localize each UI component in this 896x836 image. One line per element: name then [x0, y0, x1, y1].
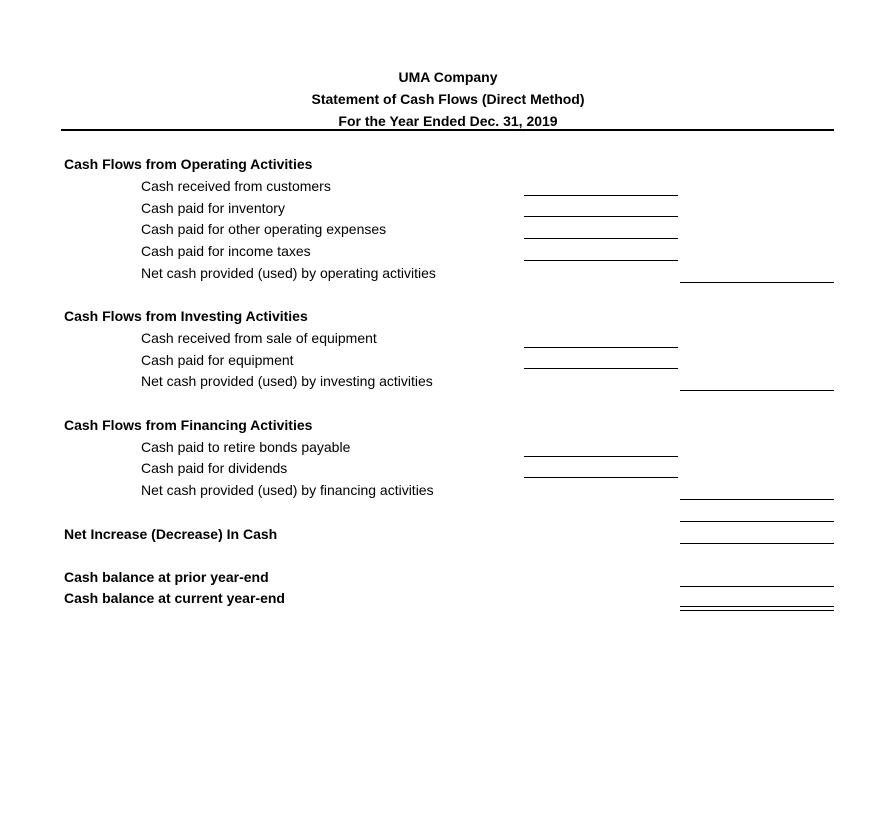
investing-item-label: Cash paid for equipment	[141, 352, 294, 368]
investing-net-label: Net cash provided (used) by investing activities	[141, 373, 433, 389]
financing-item-label: Cash paid for dividends	[141, 460, 288, 476]
operating-amount-blank[interactable]	[524, 216, 678, 217]
investing-section-title: Cash Flows from Investing Activities	[64, 308, 308, 324]
investing-amount-blank[interactable]	[524, 368, 678, 369]
current-balance-label: Cash balance at current year-end	[64, 590, 285, 606]
net-change-blank[interactable]	[680, 543, 834, 544]
net-change-label: Net Increase (Decrease) In Cash	[64, 526, 278, 542]
operating-amount-blank[interactable]	[524, 260, 678, 261]
operating-net-blank[interactable]	[680, 282, 834, 283]
operating-amount-blank[interactable]	[524, 238, 678, 239]
financing-amount-blank[interactable]	[524, 456, 678, 457]
prior-balance-blank[interactable]	[680, 586, 834, 587]
operating-section-title: Cash Flows from Operating Activities	[64, 156, 313, 172]
operating-amount-blank[interactable]	[524, 195, 678, 196]
financing-amount-blank[interactable]	[524, 477, 678, 478]
prior-balance-label: Cash balance at prior year-end	[64, 569, 269, 585]
net-change-upper-rule	[680, 521, 834, 522]
header-rule	[61, 129, 834, 131]
operating-net-label: Net cash provided (used) by operating activities	[141, 265, 436, 281]
operating-item-label: Cash paid for income taxes	[141, 243, 311, 259]
financing-section-title: Cash Flows from Financing Activities	[64, 417, 313, 433]
investing-net-blank[interactable]	[680, 390, 834, 391]
statement-title: Statement of Cash Flows (Direct Method)	[311, 91, 585, 107]
company-name: UMA Company	[398, 69, 498, 85]
financing-net-blank[interactable]	[680, 499, 834, 500]
financing-item-label: Cash paid to retire bonds payable	[141, 439, 351, 455]
current-balance-double-rule[interactable]	[680, 606, 834, 611]
financing-net-label: Net cash provided (used) by financing activities	[141, 482, 434, 498]
operating-item-label: Cash paid for inventory	[141, 200, 285, 216]
investing-amount-blank[interactable]	[524, 347, 678, 348]
investing-item-label: Cash received from sale of equipment	[141, 330, 377, 346]
operating-item-label: Cash paid for other operating expenses	[141, 221, 387, 237]
statement-period: For the Year Ended Dec. 31, 2019	[338, 113, 558, 129]
operating-item-label: Cash received from customers	[141, 178, 331, 194]
